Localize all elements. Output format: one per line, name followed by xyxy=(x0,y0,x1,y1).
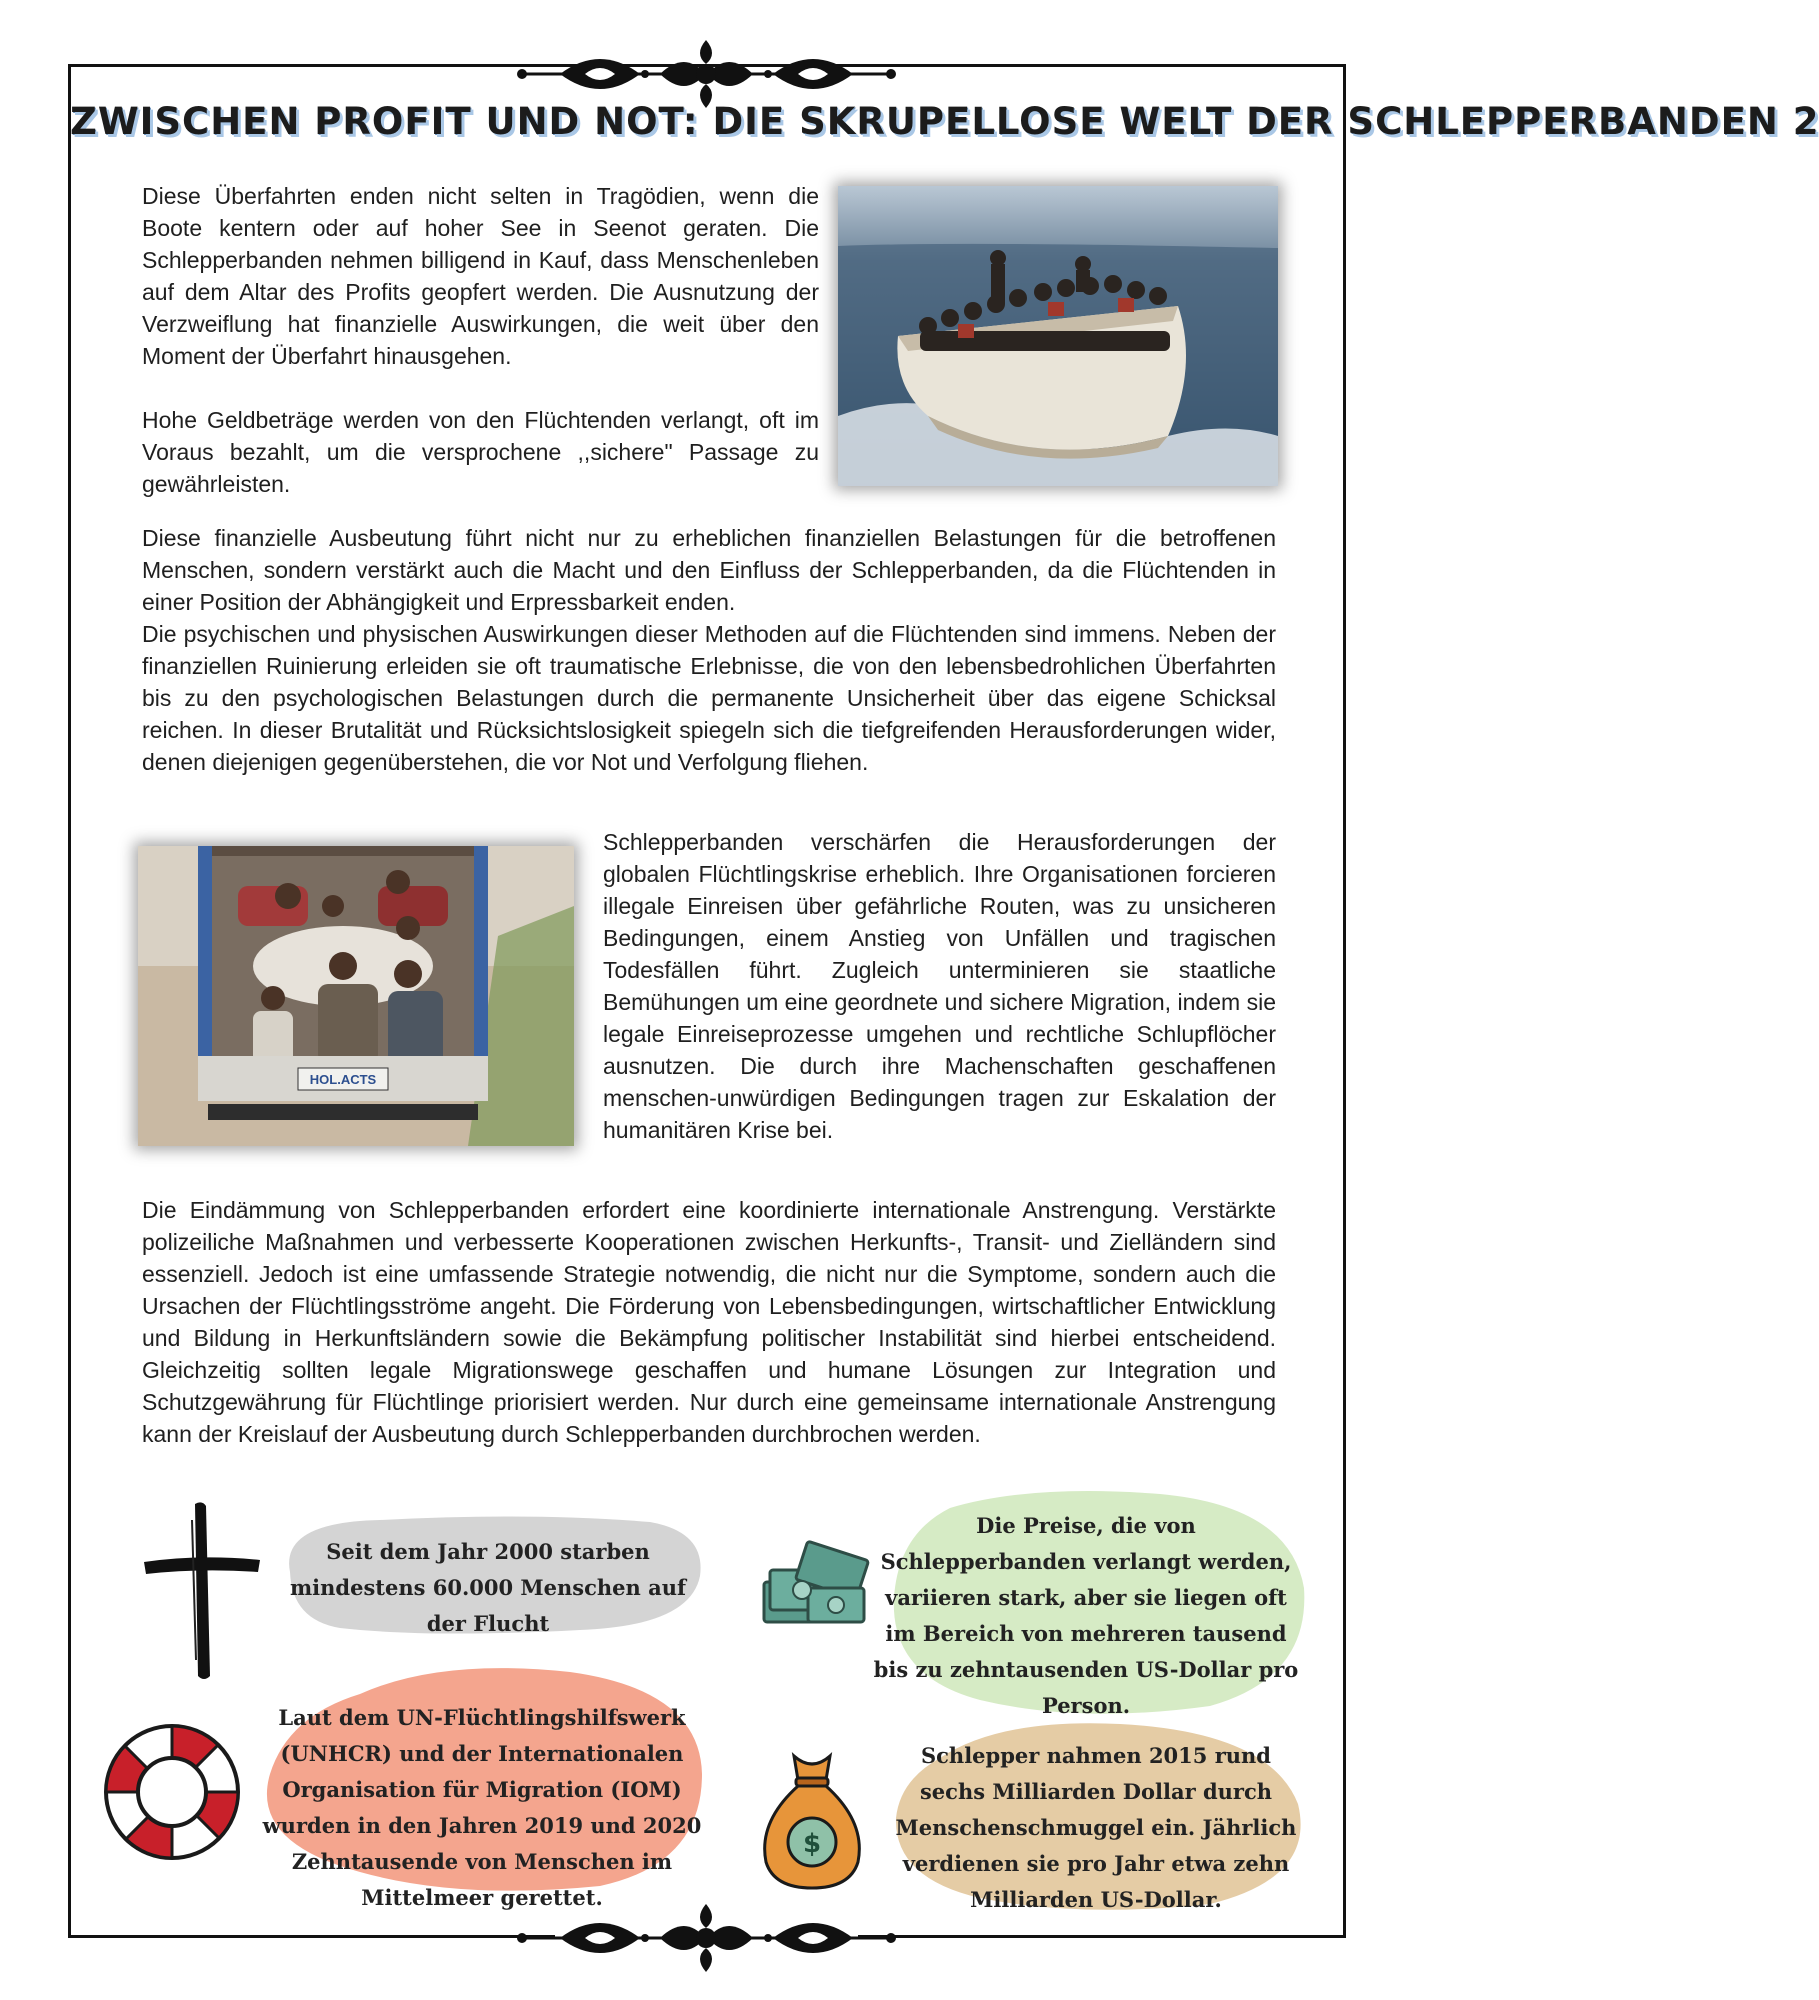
paragraph-effects: Die psychischen und physischen Auswirkungen dieser Methoden auf die Flüchtenden sind immens. Neben der finanziellen Ruinierung erleiden sie oft traumatische Erlebnisse, die von den lebensbedrohlichen Überfahrten bis zu den psychologischen Belastungen durch die permanente Unsicherheit über das eigene Schicksal reichen. In dieser Brutalität und Rücksichtslosigkeit spiegeln sich die tiefgreifenden Herausforderungen wider, denen diejenigen gegenüberstehen, die vor Not und Verfolgung fliehen. xyxy=(142,621,1276,775)
truck-photo xyxy=(138,846,574,1146)
fact-deaths: Seit dem Jahr 2000 starben mindestens 60.000 Menschen auf der Flucht xyxy=(289,1539,687,1636)
license-plate: HOL.ACTS xyxy=(309,1072,377,1087)
top-ornament xyxy=(0,22,1413,112)
boat-photo xyxy=(838,186,1278,486)
money-bag-icon xyxy=(752,1742,872,1892)
paragraph-solutions: Die Eindämmung von Schlepperbanden erfordert eine koordinierte internationale Anstrengung. Verstärkte polizeiliche Maßnahmen und verbesserte Kooperationen zwischen Herkunfts-, Transit- und Zielländern sind essenziell. Jedoch ist eine umfassende Strategie notwendig, die nicht nur die Symptome, sondern auch die Ursachen der Flüchtlingsströme angeht. Die Förderung von Lebensbedingungen, wirtschaftlicher Entwicklung und Bildung in Herkunftsländern sowie die Bekämpfung politischer Instabilität sind hierbei entscheidend. Gleichzeitig sollten legale Migrationswege geschaffen und humane Lösungen zur Integration und Schutzgewährung für Flüchtlinge priorisiert werden. Nur durch eine gemeinsame internationale Anstrengung kann der Kreislauf der Ausbeutung durch Schlepperbanden durchbrochen werden. xyxy=(142,1197,1276,1447)
fact-prices: Die Preise, die von Schlepperbanden verlangt werden, variieren stark, aber sie liegen oft im Bereich von mehreren tausend bis zu zehntausenden US-Dollar pro Person. xyxy=(873,1513,1299,1718)
bottom-ornament xyxy=(0,1888,1413,1978)
fact-rescued: Laut dem UN-Flüchtlingshilfswerk (UNHCR) und der Internationalen Organisation für Migration (IOM) wurden in den Jahren 2019 und 2020 Zehntausende von Menschen im Mittelmeer gerettet. xyxy=(262,1705,702,1910)
money-stack-icon xyxy=(760,1530,872,1630)
lifebuoy-icon xyxy=(96,1716,248,1868)
paragraph-exploitation: Diese finanzielle Ausbeutung führt nicht nur zu erheblichen finanziellen Belastungen für die betroffenen Menschen, sondern verstärkt auch die Macht und den Einfluss der Schlepperbanden, da die Flüchtenden in einer Position der Abhängigkeit und Erpressbarkeit enden. xyxy=(142,525,1276,615)
svg-text:$: $ xyxy=(802,1829,822,1859)
paragraph-intro: Diese Überfahrten enden nicht selten in Tragödien, wenn die Boote kentern oder auf hoher See in Seenot geraten. Die Schlepperbanden nehmen billigend in Kauf, dass Menschenleben auf dem Altar des Profits geopfert werden. Die Ausnutzung der Verzweiflung hat finanzielle Auswirkungen, die weit über den Moment der Überfahrt hinausgehen. xyxy=(142,183,819,369)
page-title: ZWISCHEN PROFIT UND NOT: DIE SKRUPELLOSE WELT DER SCHLEPPERBANDEN 2 xyxy=(70,100,1819,143)
paragraph-crisis: Schlepperbanden verschärfen die Herausforderungen der globalen Flüchtlingskrise erheblich. Ihre Organisationen forcieren illegale Einreisen über gefährliche Routen, was zu unsicheren Bedingungen, einem Anstieg von Unfällen und tragischen Todesfällen führt. Zugleich unterminieren sie staatliche Bemühungen um eine geordnete und sichere Migration, indem sie legale Einreiseprozesse umgehen und rechtliche Schlupflöcher ausnutzen. Die durch ihre Machenschaften geschaffenen menschen-unwürdigen Bedingungen tragen zur Eskalation der humanitären Krise bei. xyxy=(603,829,1276,1143)
cross-icon xyxy=(140,1500,264,1680)
fact-profit: Schlepper nahmen 2015 rund sechs Milliarden Dollar durch Menschenschmuggel ein. Jährlich verdienen sie pro Jahr etwa zehn Milliarden US-Dollar. xyxy=(895,1743,1297,1912)
paragraph-fees: Hohe Geldbeträge werden von den Flüchtenden verlangt, oft im Voraus bezahlt, um die versprochene ,,sichere" Passage zu gewährleisten. xyxy=(142,407,819,497)
